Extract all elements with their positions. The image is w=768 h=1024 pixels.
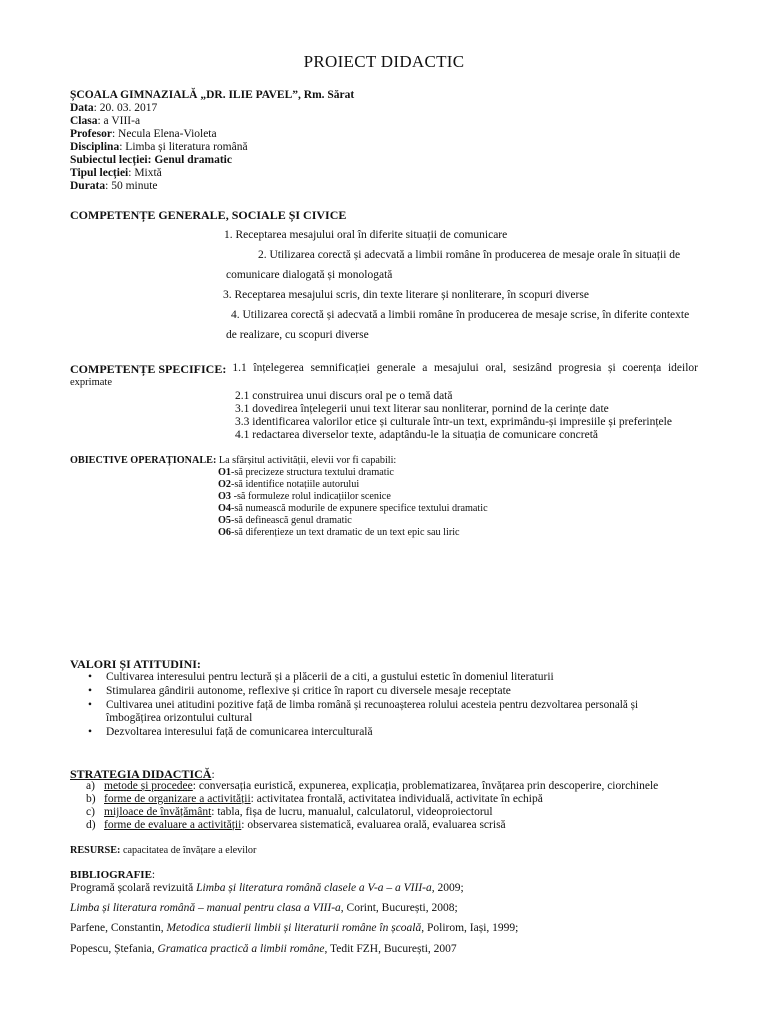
type-line: [70, 167, 162, 179]
date-label: Data: [70, 102, 94, 114]
objectives-heading-line: [70, 455, 396, 466]
strategy-heading-line: STRATEGIA DIDACTICĂ:: [70, 767, 215, 781]
teacher-line: [70, 128, 217, 140]
objectives-intro: La sfârșitul activității, elevii vor fi capabili:: [216, 455, 397, 466]
specific-competence-3-1: 3.1 dovedirea înțelegerii unui text literar sau nonliterar, pornind de la cerințe date: [235, 403, 609, 415]
bibliography-entry-4: Popescu, Ștefania, Gramatica practică a limbii române, Tedit FZH, București, 2007: [70, 943, 457, 955]
values-heading: VALORI ȘI ATITUDINI:: [70, 657, 201, 671]
strategy-item-a: a) metode și procedee: conversația euristică, expunerea, explicația, problematizarea, învățarea prin descoperire, ciorchinele: [86, 780, 659, 792]
bibliography-entry-1: Programă școlară revizuită Limba și literatura română clasele a V-a – a VIII-a, 2009;: [70, 882, 464, 894]
resources-text: capacitatea de învățare a elevilor: [120, 845, 257, 856]
strategy-heading: STRATEGIA DIDACTICĂ: [70, 767, 212, 781]
type-value: : Mixtă: [128, 167, 162, 179]
subject-line: [70, 141, 248, 153]
objective-item: O6-să diferențieze un text dramatic de un text epic sau liric: [218, 527, 460, 538]
general-competence-1: 1. Receptarea mesajului oral în diferite situații de comunicare: [224, 229, 508, 241]
resources-line: [70, 845, 256, 856]
topic-label: Subiectul lecției: [70, 154, 148, 166]
values-bullet-3: • Cultivarea unei atitudini pozitive față de limba română și recunoașterea rolului acesteia pentru dezvoltarea personală și: [106, 699, 638, 711]
subject-label: Disciplina: [70, 141, 120, 153]
objectives-heading: OBIECTIVE OPERAȚIONALE:: [70, 455, 217, 466]
bibliography-entry-3: Parfene, Constantin, Metodica studierii limbii și literaturii române în școală, Polirom, Iași, 1999;: [70, 922, 519, 934]
topic-line: [70, 154, 232, 166]
school-name: ȘCOALA GIMNAZIALĂ „DR. ILIE PAVEL”, Rm. Sărat: [70, 89, 355, 101]
objective-item: O2-să identifice notațiile autorului: [218, 479, 360, 490]
general-competence-2a: 2. Utilizarea corectă și adecvată a limbii române în producerea de mesaje orale în situații de: [258, 249, 681, 261]
resources-heading: RESURSE:: [70, 845, 121, 856]
type-label: Tipul lecției: [70, 167, 129, 179]
bibliography-entry-2: Limba și literatura română – manual pentru clasa a VIII-a, Corint, București, 2008;: [70, 902, 458, 914]
subject-value: : Limba și literatura română: [119, 141, 248, 153]
general-competence-2b: comunicare dialogată și monologată: [226, 269, 393, 281]
specific-competence-1-1-cont: exprimate: [70, 377, 112, 388]
teacher-value: : Necula Elena-Violeta: [111, 128, 217, 140]
bibliography-heading-line: BIBLIOGRAFIE:: [70, 869, 156, 881]
specific-competence-2-1: 2.1 construirea unui discurs oral pe o temă dată: [235, 390, 453, 402]
duration-line: [70, 180, 158, 192]
teacher-label: Profesor: [70, 128, 112, 140]
general-competences-heading: COMPETENȚE GENERALE, SOCIALE ȘI CIVICE: [70, 208, 347, 222]
duration-value: : 50 minute: [105, 180, 158, 192]
values-bullet-4: • Dezvoltarea interesului față de comunicarea interculturală: [106, 726, 373, 738]
specific-competence-4-1: 4.1 redactarea diverselor texte, adaptându-le la situația de comunicare concretă: [235, 429, 599, 441]
duration-label: Durata: [70, 180, 106, 192]
specific-competences-heading: COMPETENȚE SPECIFICE:: [70, 362, 227, 376]
general-competence-4b: de realizare, cu scopuri diverse: [226, 329, 369, 341]
strategy-item-c: c) mijloace de învățământ: tabla, fișa de lucru, manualul, calculatorul, videoproiectorul: [86, 806, 493, 818]
class-line: [70, 115, 140, 127]
objective-item: O4-să numească modurile de expunere specifice textului dramatic: [218, 503, 488, 514]
objective-item: O5-să definească genul dramatic: [218, 515, 352, 526]
specific-competences-first-line: [70, 362, 698, 377]
document-title: PROIECT DIDACTIC: [303, 52, 465, 71]
specific-competence-1-1: 1.1 înțelegerea semnificației generale a mesajului oral, sesizând progresia și coerența ideilor: [232, 362, 698, 374]
general-competence-3: 3. Receptarea mesajului scris, din texte literare și nonliterare, în scopuri diverse: [223, 289, 589, 301]
objective-item: O1-să precizeze structura textului dramatic: [218, 467, 394, 478]
specific-competence-3-3: 3.3 identificarea valorilor etice și culturale într-un text, exprimându-și impresiile și preferințele: [235, 416, 672, 428]
strategy-item-b: b) forme de organizare a activității: activitatea frontală, activitatea individuală, activitate în echipă: [86, 793, 543, 805]
date-value: : 20. 03. 2017: [93, 102, 158, 114]
strategy-item-d: d) forme de evaluare a activității: observarea sistematică, evaluarea orală, evaluarea scrisă: [86, 819, 506, 831]
topic-value: : Genul dramatic: [147, 154, 232, 166]
objective-item: O3 -să formuleze rolul indicațiilor scenice: [218, 491, 391, 502]
class-label: Clasa: [70, 115, 98, 127]
bibliography-heading: BIBLIOGRAFIE: [70, 869, 152, 881]
general-competence-4a: 4. Utilizarea corectă și adecvată a limbii române în producerea de mesaje scrise, în diferite contexte: [231, 309, 690, 321]
date-line: [70, 102, 157, 114]
values-bullet-2: • Stimularea gândirii autonome, reflexive și critice în raport cu diversele mesaje receptate: [106, 685, 511, 697]
values-bullet-1: • Cultivarea interesului pentru lectură și a plăcerii de a citi, a gustului estetic în domeniul literaturii: [106, 671, 554, 683]
class-value: : a VIII-a: [97, 115, 141, 127]
values-bullet-3-cont: îmbogățirea orizontului cultural: [106, 712, 253, 724]
